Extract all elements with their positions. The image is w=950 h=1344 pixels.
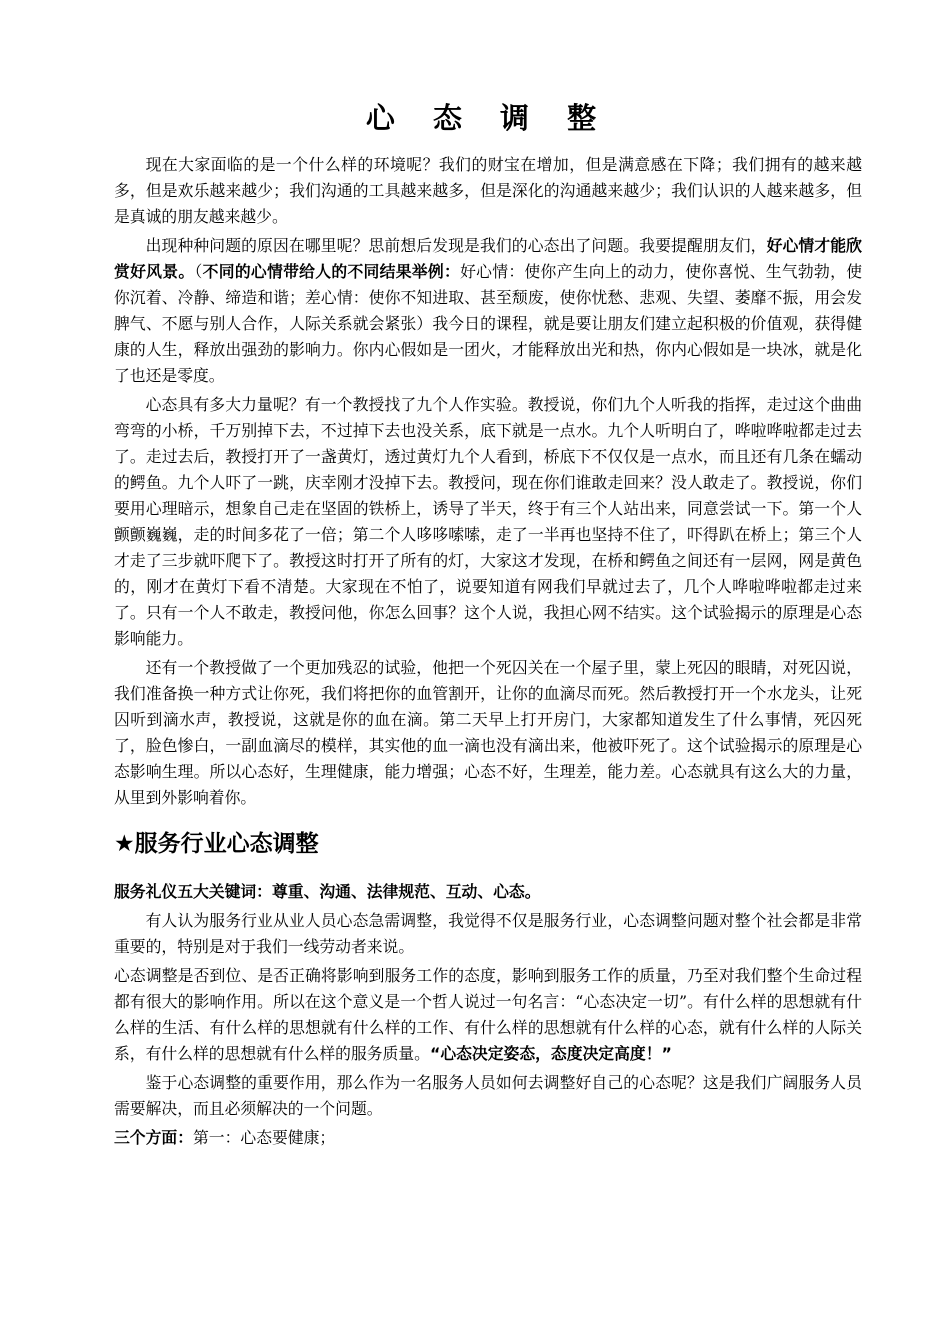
star-icon: ★ — [114, 831, 135, 857]
paragraph-how-to-adjust: 鉴于心态调整的重要作用，那么作为一名服务人员如何去调整好自己的心态呢？这是我们广阔服务人员需要解决，而且必须解决的一个问题。 — [114, 1073, 862, 1118]
page-title: 心 态 调 整 — [365, 101, 611, 135]
paragraph-service-industry: 有人认为服务行业从业人员心态急需调整，我觉得不仅是服务行业，心态调整问题对整个社会都是非常重要的，特别是对于我们一线劳动者来说。 — [114, 911, 862, 956]
paragraph-causes-bold-example: 不同的心情带给人的不同结果举例： — [202, 262, 461, 281]
paragraph-causes — [114, 233, 862, 389]
paragraph-causes-paren: （ — [194, 262, 203, 281]
paragraph-bridge-experiment: 心态具有多大力量呢？有一个教授找了九个人作实验。教授说，你们九个人听我的指挥，走过这个曲曲弯弯的小桥，千万别掉下去，不过掉下去也没关系，底下就是一点水。九个人听明白了，哗啦哗啦都走过去了。走过去后，教授打开了一盏黄灯，透过黄灯九个人看到，桥底下不仅仅是一点水，而且还有几条在蠕动的鳄鱼。九个人吓了一跳，庆幸刚才没掉下去。教授问，现在你们谁敢走回来？没人敢走了。教授说，你们要用心理暗示，想象自己走在坚固的铁桥上，诱导了半天，终于有三个人站出来，同意尝试一下。第一个人颤颤巍巍，走的时间多花了一倍；第二个人哆哆嗦嗦，走了一半再也坚持不住了，吓得趴在桥上；第三个人才走了三步就吓爬下了。教授这时打开了所有的灯，大家这才发现，在桥和鳄鱼之间还有一层网，网是黄色的，刚才在黄灯下看不清楚。大家现在不怕了，说要知道有网我们早就过去了，几个人哗啦哗啦都走过来了。只有一个人不敢走，教授问他，你怎么回事？这个人说，我担心网不结实。这个试验揭示的原理是心态影响能力。 — [114, 395, 862, 648]
section-heading — [114, 827, 862, 861]
paragraph-intro: 现在大家面临的是一个什么样的环境呢？我们的财宝在增加，但是满意感在下降；我们拥有的越来越多，但是欢乐越来越少；我们沟通的工具越来越多，但是深化的沟通越来越少；我们认识的人越来越多，但是真诚的朋友越来越少。 — [114, 155, 862, 226]
three-aspects-first: 第一：心态要健康； — [193, 1128, 336, 1147]
section-heading-text: 服务行业心态调整 — [134, 831, 319, 857]
paragraph-causes-text-a: 出现种种问题的原因在哪里呢？思前想后发现是我们的心态出了问题。我要提醒朋友们， — [145, 236, 767, 255]
paragraph-causes-bold-good-mood: 好心情才能欣赏好风景。 — [114, 236, 862, 281]
paragraph-prisoner-experiment: 还有一个教授做了一个更加残忍的试验，他把一个死囚关在一个屋子里，蒙上死囚的眼睛，对死囚说，我们准备换一种方式让你死，我们将把你的血管割开，让你的血滴尽而死。然后教授打开一个水龙头，让死囚听到滴水声，教授说，这就是你的血在滴。第二天早上打开房门，大家都知道发生了什么事情，死囚死了，脸色惨白，一副血滴尽的模样，其实他的血一滴也没有滴出来，他被吓死了。这个试验揭示的原理是心态影响生理。所以心态好，生理健康，能力增强；心态不好，生理差，能力差。心态就具有这么大的力量，从里到外影响着你。 — [114, 658, 862, 807]
paragraph-causes-text-c: 好心情：使你产生向上的动力，使你喜悦、生气勃勃，使你沉着、冷静、缔造和谐；差心情：使你不知进取、甚至颓废，使你忧愁、悲观、失望、萎靡不振，用会发脾气、不愿与别人合作，人际关系就会紧张）我今日的课程，就是要让朋友们建立起积极的价值观，获得健康的人生，释放出强劲的影响力。你内心假如是一团火，才能释放出光和热，你内心假如是一块冰，就是化了也还是零度。 — [114, 262, 862, 385]
three-aspects-label: 三个方面： — [114, 1128, 193, 1147]
keywords-line: 服务礼仪五大关键词：尊重、沟通、法律规范、互动、心态。 — [114, 882, 541, 901]
paragraph-attitude-bold-quote: “心态决定姿态，态度决定高度！” — [429, 1044, 672, 1063]
paragraph-three-aspects — [114, 1125, 862, 1151]
paragraph-attitude-text: 心态调整是否到位、是否正确将影响到服务工作的态度，影响到服务工作的质量，乃至对我们整个生命过程都有很大的影响作用。所以在这个意义是一个哲人说过一句名言：“心态决定一切”。有什么样的思想就有什么样的生活、有什么样的思想就有什么样的工作、有什么样的思想就有什么样的心态，就有什么样的人际关系，有什么样的思想就有什么样的服务质量。 — [114, 966, 862, 1063]
paragraph-attitude — [114, 963, 862, 1067]
